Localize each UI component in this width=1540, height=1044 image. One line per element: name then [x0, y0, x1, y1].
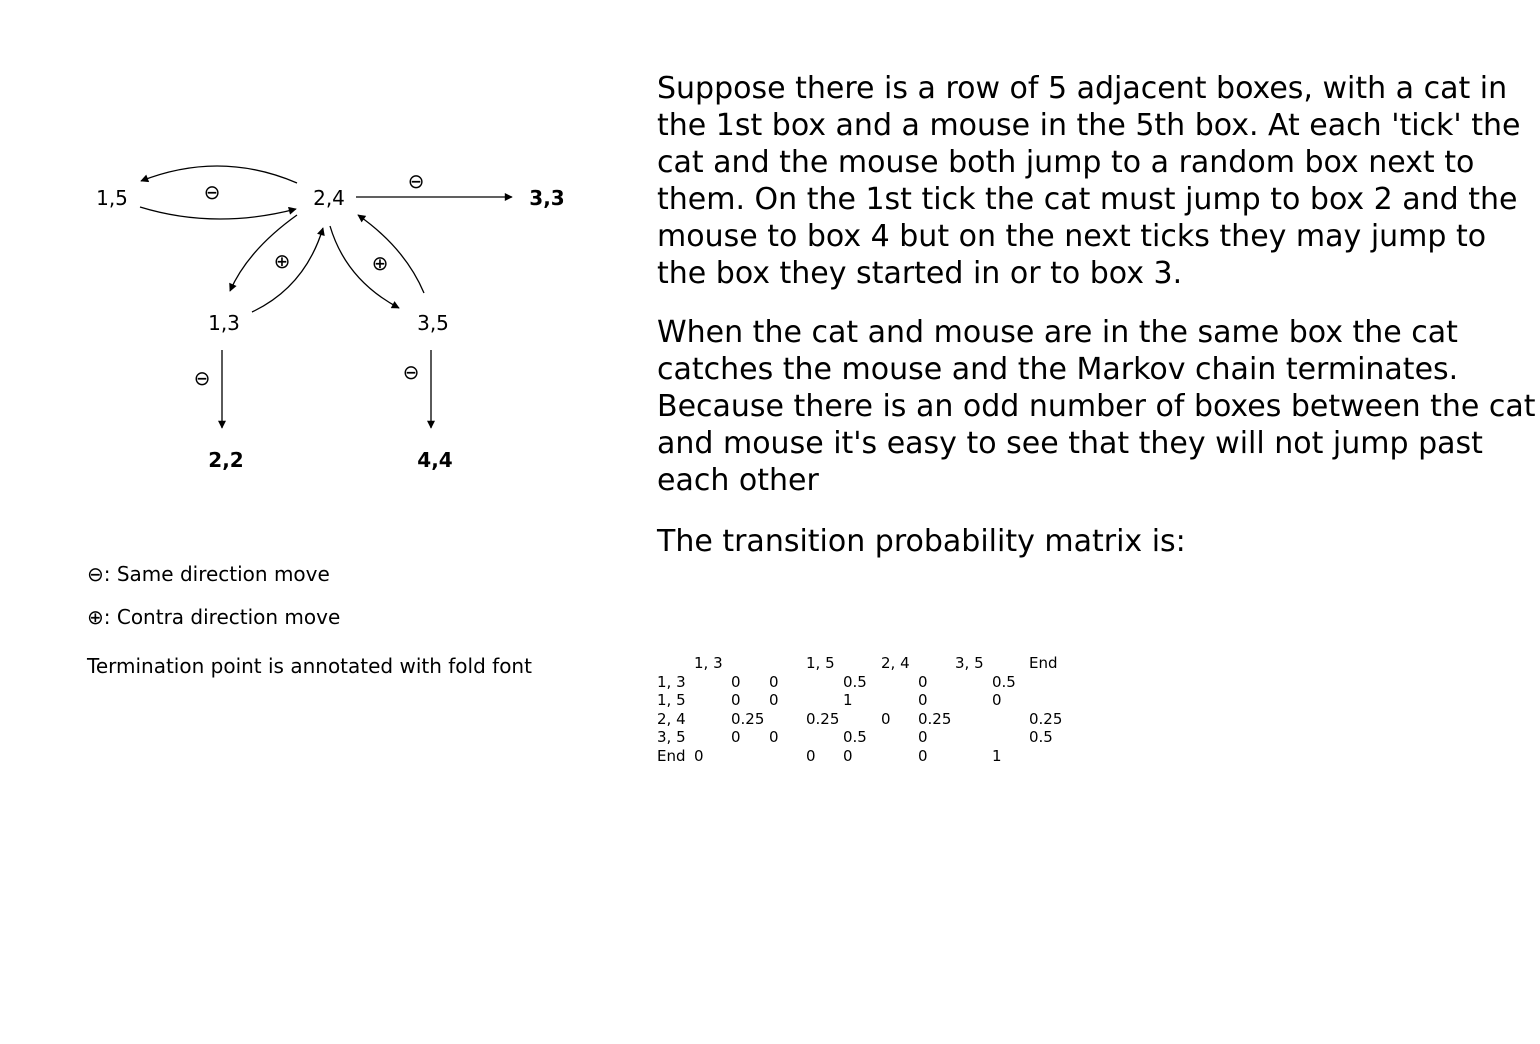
matrix-row-label: 1, 5	[657, 691, 686, 710]
matrix-cell: 1	[992, 746, 1002, 765]
legend-same-direction: ⊖: Same direction move	[87, 562, 330, 586]
matrix-cell	[806, 728, 843, 747]
matrix-row-label: 1, 3	[657, 672, 686, 691]
matrix-cell: 0	[769, 691, 779, 710]
matrix-header-cell	[1067, 654, 1104, 673]
matrix-header-cell: 3, 5	[955, 654, 984, 672]
edge-symbol-same: ⊖	[193, 366, 211, 390]
paragraph-termination: When the cat and mouse are in the same box the cat catches the mouse and the Markov chain terminates. Because there is an odd number of boxes between the cat and mouse it's easy to see that they will not jump past each other	[657, 315, 1536, 498]
matrix-cell: 0	[918, 672, 928, 691]
matrix-row	[657, 728, 1104, 747]
matrix-cell	[955, 673, 992, 692]
matrix-cell	[955, 728, 992, 747]
matrix-cell: 0.5	[1029, 728, 1053, 747]
matrix-cell: 0	[731, 691, 741, 710]
matrix-cell: 0.25	[731, 709, 765, 728]
matrix-cell: 0	[918, 691, 928, 710]
paragraph-matrix-intro: The transition probability matrix is:	[657, 524, 1186, 559]
matrix-cell	[843, 710, 881, 729]
matrix-header-cell	[992, 654, 1029, 673]
matrix-cell: 0.25	[1029, 709, 1063, 728]
matrix-cell	[1029, 747, 1067, 766]
matrix-cell	[881, 728, 918, 747]
edge-symbol-same: ⊖	[203, 180, 221, 204]
matrix-cell	[1067, 710, 1104, 729]
matrix-row	[657, 691, 1104, 710]
matrix-header-cell	[918, 654, 955, 673]
legend-termination-note: Termination point is annotated with fold font	[87, 654, 532, 678]
node-1-3: 1,3	[208, 311, 240, 335]
edge-symbol-contra: ⊕	[371, 251, 389, 275]
matrix-cell: 0.5	[843, 728, 867, 747]
matrix-cell	[1067, 747, 1104, 766]
matrix-cell	[694, 710, 731, 729]
matrix-row	[657, 747, 1104, 766]
edge-35-to-24	[358, 215, 424, 293]
matrix-row	[657, 673, 1104, 692]
matrix-cell: 0.25	[806, 709, 840, 728]
matrix-cell	[992, 710, 1029, 729]
node-1-5: 1,5	[96, 186, 128, 210]
matrix-cell	[992, 728, 1029, 747]
matrix-cell: 0	[918, 746, 928, 765]
matrix-cell: 0	[694, 746, 704, 765]
matrix-header-cell	[843, 654, 881, 673]
matrix-header-cell: End	[1029, 654, 1058, 672]
node-3-5: 3,5	[417, 311, 449, 335]
matrix-cell: 0.5	[992, 672, 1016, 691]
matrix-header-cell: 1, 5	[806, 654, 835, 672]
matrix-cell	[694, 691, 731, 710]
matrix-header-cell	[657, 654, 694, 673]
matrix-cell: 0	[731, 672, 741, 691]
matrix-row-label: End	[657, 746, 686, 765]
matrix-cell	[881, 747, 918, 766]
markov-diagram	[0, 0, 640, 560]
edge-24-to-35	[330, 226, 399, 308]
matrix-cell	[694, 673, 731, 692]
matrix-cell	[955, 710, 992, 729]
node-4-4-terminal: 4,4	[417, 448, 453, 472]
matrix-cell: 0	[881, 709, 891, 728]
matrix-cell: 1	[843, 691, 853, 710]
matrix-cell	[769, 710, 806, 729]
paragraph-setup: Suppose there is a row of 5 adjacent boxes, with a cat in the 1st box and a mouse in the 5th box. At each 'tick' the cat and the mouse both jump to a random box next to them. On the 1st tick the cat must jump to box 2 and the mouse to box 4 but on the next ticks they may jump to the box they started in or to box 3.	[657, 71, 1521, 291]
matrix-cell: 0	[992, 691, 1002, 710]
matrix-cell	[955, 747, 992, 766]
matrix-cell: 0	[843, 746, 853, 765]
transition-matrix	[657, 654, 1104, 766]
matrix-row-label: 3, 5	[657, 728, 686, 747]
problem-description	[657, 70, 1537, 560]
matrix-cell	[1067, 691, 1104, 710]
matrix-cell	[881, 691, 918, 710]
matrix-cell	[1029, 691, 1067, 710]
matrix-cell	[1029, 673, 1067, 692]
matrix-header-row	[657, 654, 1104, 673]
matrix-cell	[731, 747, 769, 766]
matrix-cell	[769, 747, 806, 766]
matrix-cell	[1067, 673, 1104, 692]
edge-symbol-contra: ⊕	[273, 249, 291, 273]
node-2-4: 2,4	[313, 186, 345, 210]
matrix-header-cell	[731, 654, 769, 673]
matrix-header-cell: 1, 3	[694, 654, 723, 672]
edge-15-to-24	[140, 207, 296, 219]
matrix-row	[657, 710, 1104, 729]
matrix-cell	[881, 673, 918, 692]
matrix-cell	[806, 691, 843, 710]
edge-symbol-same: ⊖	[402, 360, 420, 384]
matrix-cell: 0	[806, 746, 816, 765]
matrix-cell: 0	[769, 728, 779, 747]
matrix-cell	[1067, 728, 1104, 747]
matrix-header-cell	[769, 654, 806, 673]
matrix-cell: 0	[769, 672, 779, 691]
matrix-cell: 0.25	[918, 709, 952, 728]
matrix-header-cell: 2, 4	[881, 654, 910, 672]
edge-symbol-same: ⊖	[407, 169, 425, 193]
legend-contra-direction: ⊕: Contra direction move	[87, 605, 341, 629]
node-3-3-terminal: 3,3	[529, 186, 565, 210]
matrix-cell: 0	[731, 728, 741, 747]
matrix-cell	[694, 728, 731, 747]
matrix-cell: 0	[918, 728, 928, 747]
matrix-row-label: 2, 4	[657, 709, 686, 728]
matrix-cell: 0.5	[843, 672, 867, 691]
matrix-cell	[806, 673, 843, 692]
matrix-cell	[955, 691, 992, 710]
node-2-2-terminal: 2,2	[208, 448, 244, 472]
